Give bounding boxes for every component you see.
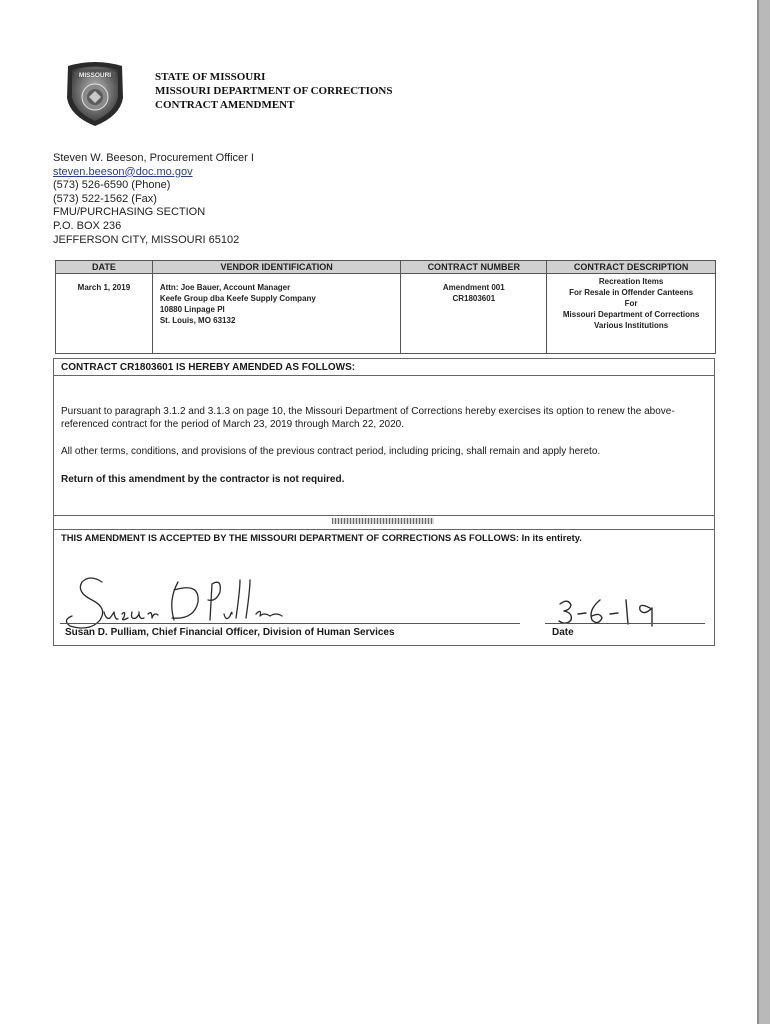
procurement-contact — [53, 152, 254, 247]
cell-description — [547, 274, 716, 354]
contact-phone: (573) 526-6590 (Phone) — [53, 179, 171, 192]
header-department: MISSOURI DEPARTMENT OF CORRECTIONS — [155, 85, 393, 97]
cell-vendor — [152, 274, 401, 354]
contact-name: Steven W. Beeson, Procurement Officer I — [53, 152, 254, 164]
header-state: STATE OF MISSOURI — [155, 71, 266, 83]
amendment-number: Amendment 001 — [442, 283, 505, 292]
column-header-date: DATE — [56, 261, 153, 274]
document-header — [155, 70, 392, 112]
contract-number: CR1803601 — [452, 294, 496, 303]
amendment-paragraph-terms: All other terms, conditions, and provisions of the previous contract period, including pricing, shall remain and apply hereto. — [61, 446, 601, 457]
svg-text:MISSOURI: MISSOURI — [78, 72, 112, 79]
date-label: Date — [552, 627, 574, 638]
vendor-attn: Attn: Joe Bauer, Account Manager — [159, 283, 291, 292]
table-header-row — [56, 261, 716, 274]
column-header-contract-number: CONTRACT NUMBER — [401, 261, 547, 274]
amendment-paragraph-renewal: Pursuant to paragraph 3.1.2 and 3.1.3 on page 10, the Missouri Department of Corrections hereby exercises its option to renew the above-referenced contract for the period of March 23, 2019 through March 22, 2020. — [61, 406, 675, 430]
header-doc-type: CONTRACT AMENDMENT — [155, 99, 295, 111]
column-header-description: CONTRACT DESCRIPTION — [547, 261, 716, 274]
table-row — [56, 274, 716, 354]
divider — [54, 515, 714, 516]
acceptance-statement: THIS AMENDMENT IS ACCEPTED BY THE MISSOURI DEPARTMENT OF CORRECTIONS AS FOLLOWS: In its entirety. — [61, 532, 582, 543]
description-line: Various Institutions — [593, 321, 669, 330]
missouri-doc-seal-icon — [60, 60, 130, 128]
signature-line — [60, 623, 520, 624]
cell-contract-number — [401, 274, 547, 354]
divider — [54, 375, 714, 376]
description-line: For Resale in Offender Canteens — [569, 288, 694, 297]
contact-po-box: P.O. BOX 236 — [53, 219, 122, 232]
divider — [54, 529, 714, 530]
description-line: For — [624, 299, 638, 308]
vendor-company: Keefe Group dba Keefe Supply Company — [159, 294, 316, 303]
contract-info-table — [55, 260, 716, 354]
signer-name: Susan D. Pulliam, Chief Financial Officer, Division of Human Services — [65, 627, 395, 638]
contact-email-link[interactable]: steven.beeson@doc.mo.gov — [53, 165, 193, 178]
cell-date — [56, 274, 153, 354]
description-line: Missouri Department of Corrections — [562, 310, 700, 319]
amendment-title: CONTRACT CR1803601 IS HEREBY AMENDED AS FOLLOWS: — [61, 362, 356, 373]
vendor-street: 10880 Linpage Pl — [159, 305, 225, 314]
date-line — [545, 623, 705, 624]
contact-city: JEFFERSON CITY, MISSOURI 65102 — [53, 233, 240, 246]
vendor-city: St. Louis, MO 63132 — [159, 316, 236, 325]
scan-edge — [757, 0, 770, 1024]
contact-section: FMU/PURCHASING SECTION — [53, 206, 206, 219]
column-header-vendor: VENDOR IDENTIFICATION — [152, 261, 401, 274]
amendment-paragraph-return: Return of this amendment by the contractor is not required. — [61, 474, 345, 485]
contact-fax: (573) 522-1562 (Fax) — [53, 192, 157, 205]
date-value: March 1, 2019 — [77, 283, 131, 292]
scan-pattern-bar — [332, 518, 434, 524]
description-line: Recreation Items — [598, 277, 664, 286]
